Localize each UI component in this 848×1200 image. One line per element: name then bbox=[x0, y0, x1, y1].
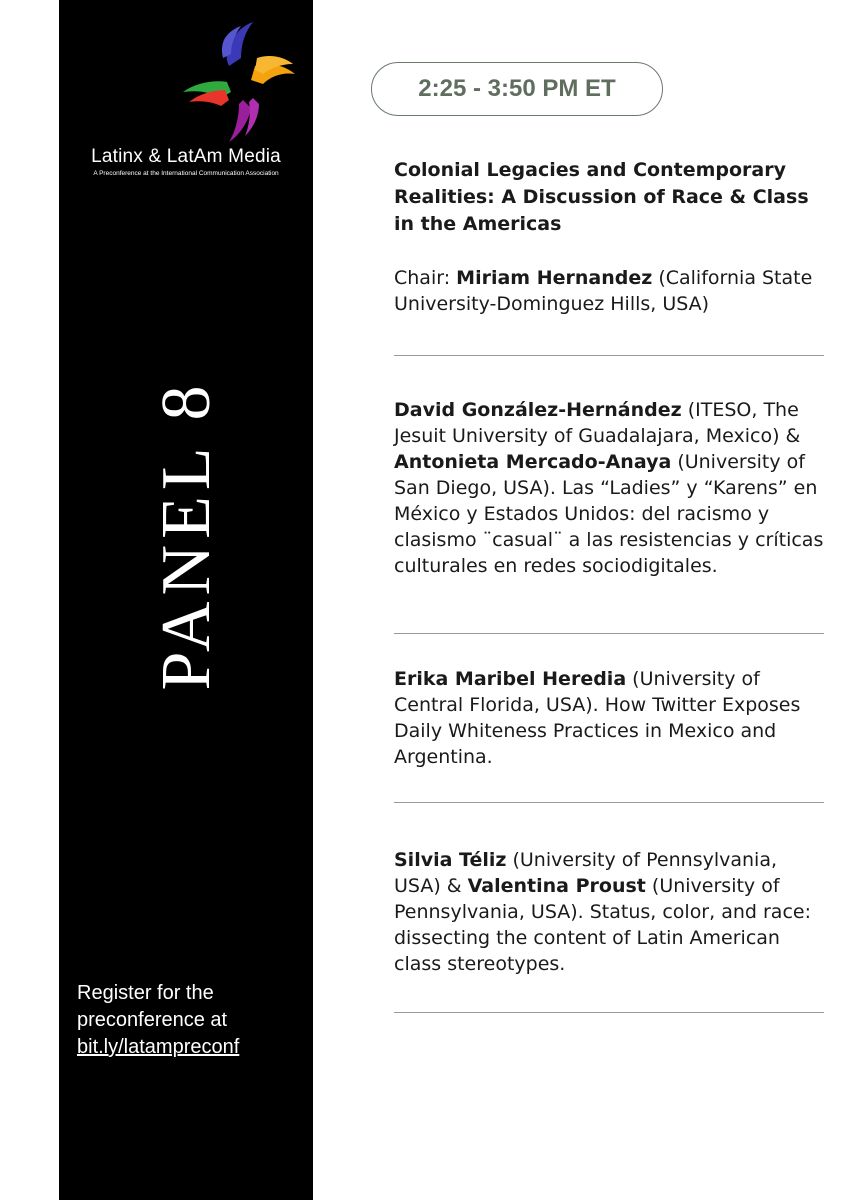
sidebar bbox=[59, 0, 313, 1200]
panel-title: PANEL 8 bbox=[148, 379, 225, 691]
presentation-details: (University of Pennsylvania, USA). Status, color, and race: dissecting the content of Latin American class stereotypes. bbox=[394, 875, 811, 975]
presentation-1 bbox=[394, 397, 824, 579]
conference-logo bbox=[179, 22, 303, 142]
presentation-affiliation: (ITESO, The Jesuit University of Guadalajara, Mexico) & bbox=[394, 399, 801, 447]
presentation-author: David González-Hernández bbox=[394, 399, 682, 421]
chair-affiliation: (California State University-Dominguez Hills, USA) bbox=[394, 267, 813, 315]
time-badge: 2:25 - 3:50 PM ET bbox=[371, 62, 663, 116]
register-line-2: preconference at bbox=[77, 1009, 228, 1031]
logo-title: Latinx & LatAm Media bbox=[91, 146, 281, 167]
presentation-affiliation: (University of Pennsylvania, USA) & bbox=[394, 849, 778, 897]
divider bbox=[394, 355, 824, 356]
presentation-author: Erika Maribel Heredia bbox=[394, 668, 627, 690]
logo-subtitle: A Preconference at the International Communication Association bbox=[93, 170, 279, 177]
chair-label: Chair: bbox=[394, 267, 457, 289]
session-chair bbox=[394, 265, 824, 317]
register-link[interactable]: bit.ly/latampreconf bbox=[77, 1036, 240, 1058]
divider bbox=[394, 633, 824, 634]
session-title: Colonial Legacies and Contemporary Realities: A Discussion of Race & Class in the Americas bbox=[394, 159, 809, 235]
presentation-details: (University of Central Florida, USA). How Twitter Exposes Daily Whiteness Practices in Mexico and Argentina. bbox=[394, 668, 801, 768]
presentation-3 bbox=[394, 847, 824, 977]
presentation-details: (University of San Diego, USA). Las “Ladies” y “Karens” en México y Estados Unidos: del racismo y clasismo ¨casual¨ a las resistencias y críticas culturales en redes sociodigitales. bbox=[394, 451, 824, 577]
presentation-coauthor: Valentina Proust bbox=[467, 875, 646, 897]
presentation-coauthor: Antonieta Mercado-Anaya bbox=[394, 451, 672, 473]
register-block bbox=[77, 980, 307, 1061]
pinwheel-logo-icon bbox=[179, 22, 303, 142]
register-line-1: Register for the bbox=[77, 982, 214, 1004]
divider bbox=[394, 802, 824, 803]
presentation-2 bbox=[394, 666, 824, 770]
presentation-author: Silvia Téliz bbox=[394, 849, 507, 871]
divider bbox=[394, 1012, 824, 1013]
chair-name: Miriam Hernandez bbox=[456, 267, 653, 289]
